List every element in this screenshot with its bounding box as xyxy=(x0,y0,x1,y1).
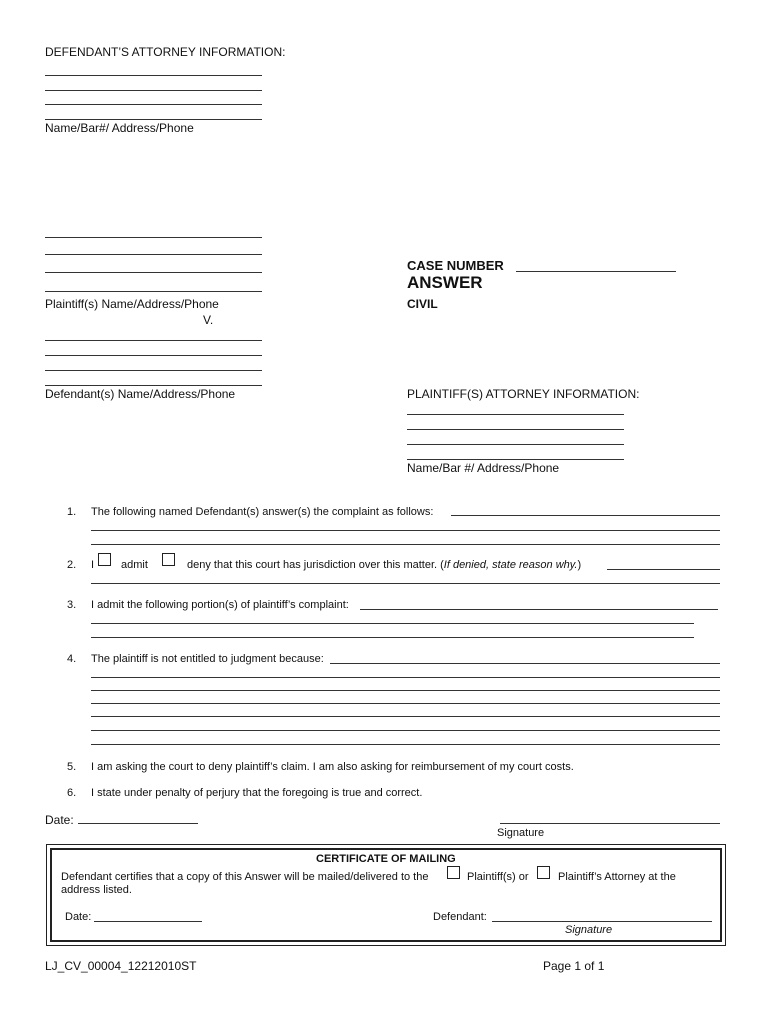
item-4-answer-line[interactable] xyxy=(330,663,720,664)
mail-to-plaintiff-label: Plaintiff(s) or xyxy=(467,871,529,883)
item-4-answer-line[interactable] xyxy=(91,677,720,678)
defendant-attorney-heading: DEFENDANT’S ATTORNEY INFORMATION: xyxy=(45,45,286,59)
plaintiff-caption: Plaintiff(s) Name/Address/Phone xyxy=(45,297,219,311)
item-6-text: I state under penalty of perjury that the foregoing is true and correct. xyxy=(91,787,423,799)
plaintiff-attorney-line[interactable] xyxy=(407,429,624,430)
mail-to-attorney-label: Plaintiff’s Attorney at the xyxy=(558,871,676,883)
form-code: LJ_CV_00004_12212010ST xyxy=(45,959,197,973)
admit-label: admit xyxy=(121,559,148,571)
signature-label: Signature xyxy=(497,827,545,839)
date-field[interactable] xyxy=(78,823,198,824)
certificate-title: CERTIFICATE OF MAILING xyxy=(316,853,456,865)
item-4-answer-line[interactable] xyxy=(91,744,720,745)
item-4-answer-line[interactable] xyxy=(91,730,720,731)
document-type: CIVIL xyxy=(407,297,438,311)
admit-checkbox[interactable] xyxy=(98,553,111,566)
item-number: 5. xyxy=(67,761,77,773)
item-3-text: I admit the following portion(s) of plaintiff’s complaint: xyxy=(91,599,349,611)
certificate-date-field[interactable] xyxy=(94,921,202,922)
plaintiff-attorney-line[interactable] xyxy=(407,414,624,415)
item-number: 3. xyxy=(67,599,77,611)
plaintiff-attorney-caption: Name/Bar #/ Address/Phone xyxy=(407,461,560,475)
certificate-signature-label: Signature xyxy=(565,924,613,936)
versus-label: V. xyxy=(203,313,214,327)
plaintiff-line[interactable] xyxy=(45,254,262,255)
item-3-answer-line[interactable] xyxy=(360,609,718,610)
mail-to-plaintiff-checkbox[interactable] xyxy=(447,866,460,879)
item-number: 4. xyxy=(67,653,77,665)
certificate-text-2: address listed. xyxy=(61,884,132,896)
item-4-text: The plaintiff is not entitled to judgment because: xyxy=(91,653,324,665)
item-1-text: The following named Defendant(s) answer(s) the complaint as follows: xyxy=(91,506,434,518)
defendant-line[interactable] xyxy=(45,370,262,371)
item-2-text: deny that this court has jurisdiction over this matter. (If denied, state reason why.) xyxy=(187,559,582,571)
item-3-answer-line[interactable] xyxy=(91,623,694,624)
certificate-text: Defendant certifies that a copy of this Answer will be mailed/delivered to the xyxy=(61,871,429,883)
item-2-answer-line[interactable] xyxy=(607,569,720,570)
plaintiff-line[interactable] xyxy=(45,272,262,273)
plaintiff-attorney-line[interactable] xyxy=(407,459,624,460)
plaintiff-attorney-heading: PLAINTIFF(S) ATTORNEY INFORMATION: xyxy=(407,387,640,401)
page-indicator: Page 1 of 1 xyxy=(543,959,605,973)
mail-to-attorney-checkbox[interactable] xyxy=(537,866,550,879)
item-1-answer-line[interactable] xyxy=(91,530,720,531)
certificate-date-label: Date: xyxy=(65,911,92,923)
case-number-label: CASE NUMBER xyxy=(407,258,504,273)
defendant-line[interactable] xyxy=(45,340,262,341)
case-number-field[interactable] xyxy=(516,271,676,272)
defendant-attorney-line[interactable] xyxy=(45,119,262,120)
item-4-answer-line[interactable] xyxy=(91,690,720,691)
signature-field[interactable] xyxy=(500,823,720,824)
certificate-defendant-label: Defendant: xyxy=(433,911,487,923)
defendant-attorney-line[interactable] xyxy=(45,90,262,91)
item-4-answer-line[interactable] xyxy=(91,716,720,717)
item-2-answer-line[interactable] xyxy=(91,583,720,584)
item-1-answer-line[interactable] xyxy=(91,544,720,545)
plaintiff-line[interactable] xyxy=(45,237,262,238)
item-5-text: I am asking the court to deny plaintiff’s claim. I am also asking for reimbursement of my court costs. xyxy=(91,761,574,773)
defendant-caption: Defendant(s) Name/Address/Phone xyxy=(45,387,236,401)
defendant-attorney-line[interactable] xyxy=(45,75,262,76)
defendant-line[interactable] xyxy=(45,355,262,356)
item-number: 6. xyxy=(67,787,77,799)
defendant-line[interactable] xyxy=(45,385,262,386)
item-1-answer-line[interactable] xyxy=(451,515,720,516)
defendant-attorney-caption: Name/Bar#/ Address/Phone xyxy=(45,121,194,135)
document-title: ANSWER xyxy=(407,273,483,292)
item-4-answer-line[interactable] xyxy=(91,703,720,704)
plaintiff-line[interactable] xyxy=(45,291,262,292)
item-number: 1. xyxy=(67,506,77,518)
defendant-attorney-line[interactable] xyxy=(45,104,262,105)
certificate-defendant-field[interactable] xyxy=(492,921,712,922)
date-label: Date: xyxy=(45,813,74,827)
deny-checkbox[interactable] xyxy=(162,553,175,566)
plaintiff-attorney-line[interactable] xyxy=(407,444,624,445)
item-number: 2. xyxy=(67,559,77,571)
item-2-i: I xyxy=(91,559,95,571)
item-3-answer-line[interactable] xyxy=(91,637,694,638)
